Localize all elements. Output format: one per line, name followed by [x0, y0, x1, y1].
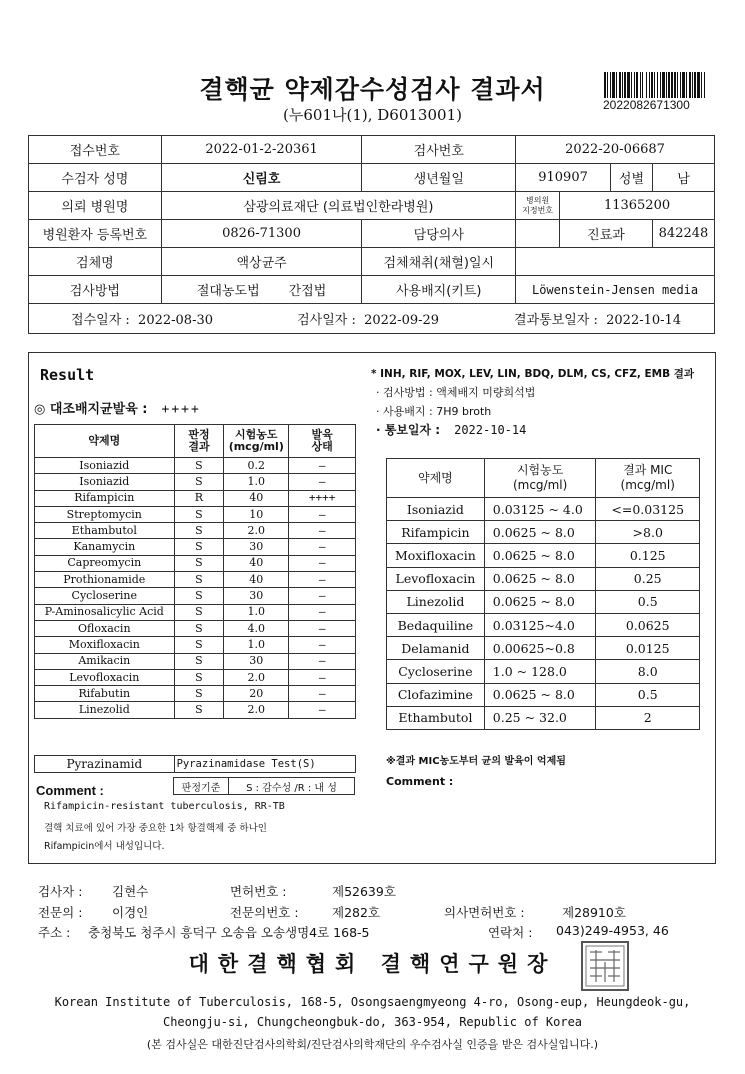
criteria-box	[173, 777, 355, 795]
table-row	[387, 637, 700, 660]
table-row	[387, 544, 700, 567]
table-row	[387, 567, 700, 590]
specialist-no-label: 전문의번호 :	[230, 905, 299, 920]
result-cell: S	[174, 653, 224, 669]
result-cell: R	[174, 490, 224, 506]
document-subtitle: (누601나(1), D6013001)	[283, 106, 462, 124]
doctor-label: 담당의사	[362, 220, 516, 248]
mic-drug-cell: Linezolid	[387, 590, 485, 613]
growth-cell: –	[289, 523, 356, 539]
criteria-value: S : 감수성 /R : 내 성	[229, 778, 355, 795]
growth-cell: –	[289, 539, 356, 555]
result-title: Result	[40, 366, 95, 384]
drug-name-cell: Linezolid	[35, 702, 175, 718]
tester-label: 검사자 :	[38, 884, 83, 899]
conc-cell: 2.0	[224, 702, 289, 718]
mic-method-line: · 검사방법 : 액체배지 미량희석법	[376, 386, 536, 399]
drug-name-cell: Kanamycin	[35, 539, 175, 555]
receipt-date: 접수일자 : 2022-08-30	[71, 313, 213, 328]
conc-cell: 10	[224, 506, 289, 522]
col-conc: 시험농도 (mcg/ml)	[224, 425, 289, 458]
result-cell: S	[174, 523, 224, 539]
table-row	[387, 683, 700, 706]
growth-cell: ++++	[289, 490, 356, 506]
mic-col-conc: 시험농도 (mcg/ml)	[484, 459, 596, 498]
mic-drug-cell: Levofloxacin	[387, 567, 485, 590]
drug-name-cell: Ethambutol	[35, 523, 175, 539]
mic-result-cell: 0.5	[596, 683, 700, 706]
conc-cell: 0.2	[224, 458, 289, 474]
mic-medium-line: · 사용배지 : 7H9 broth	[376, 405, 492, 418]
mic-conc-cell: 0.25 ~ 32.0	[484, 706, 596, 729]
conc-cell: 30	[224, 653, 289, 669]
result-cell: S	[174, 588, 224, 604]
control-growth: ◎ 대조배지균발육 : ++++	[34, 402, 201, 417]
dept-value: 842248	[652, 220, 714, 248]
hospital-value: 삼광의료재단 (의료법인한라병원)	[161, 192, 515, 220]
conc-cell: 1.0	[224, 604, 289, 620]
drug-name-cell: Rifabutin	[35, 686, 175, 702]
mic-drug-cell: Delamanid	[387, 637, 485, 660]
table-row	[387, 660, 700, 683]
conc-cell: 2.0	[224, 669, 289, 685]
conc-cell: 4.0	[224, 620, 289, 636]
table-row	[35, 539, 356, 555]
medium-value: Löwenstein-Jensen media	[516, 276, 715, 304]
growth-cell: –	[289, 686, 356, 702]
mic-result-cell: 0.125	[596, 544, 700, 567]
patient-info-table	[28, 135, 715, 334]
contact-label: 연락처 :	[488, 925, 533, 940]
certification-note: (본 검사실은 대한진단검사의학회/진단검사의학재단의 우수검사실 인증을 받은 검사실입니다.)	[146, 1038, 599, 1051]
result-cell: S	[174, 604, 224, 620]
table-row	[35, 620, 356, 636]
growth-cell: –	[289, 588, 356, 604]
collect-date-label: 검체채취(채혈)일시	[362, 248, 516, 276]
growth-cell: –	[289, 474, 356, 490]
test-date: 검사일자 : 2022-09-29	[297, 313, 440, 328]
drug-name-cell: Moxifloxacin	[35, 637, 175, 653]
sex-label: 성별	[611, 164, 653, 192]
mic-drug-cell: Clofazimine	[387, 683, 485, 706]
address-label: 주소 :	[38, 925, 71, 940]
mic-result-cell: 2	[596, 706, 700, 729]
mic-conc-cell: 1.0 ~ 128.0	[484, 660, 596, 683]
drug-name-cell: P-Aminosalicylic Acid	[35, 604, 175, 620]
mic-notify-date: · 통보일자 : 2022-10-14	[376, 423, 527, 437]
result-cell: S	[174, 474, 224, 490]
solid-dst-table	[34, 424, 356, 719]
drug-name-cell: Capreomycin	[35, 555, 175, 571]
receipt-no-label: 접수번호	[29, 136, 162, 164]
criteria-label: 판정기준	[174, 778, 229, 795]
mic-conc-cell: 0.00625~0.8	[484, 637, 596, 660]
table-row	[35, 474, 356, 490]
mic-conc-cell: 0.0625 ~ 8.0	[484, 590, 596, 613]
organization-name: 대한결핵협회 결핵연구원장	[188, 952, 557, 976]
drug-name-cell: Prothionamide	[35, 572, 175, 588]
mic-drug-cell: Rifampicin	[387, 521, 485, 544]
col-drug: 약제명	[35, 425, 175, 458]
conc-cell: 1.0	[224, 474, 289, 490]
conc-cell: 40	[224, 572, 289, 588]
table-row	[35, 506, 356, 522]
result-cell: S	[174, 702, 224, 718]
col-growth: 발육 상태	[289, 425, 356, 458]
conc-cell: 40	[224, 555, 289, 571]
table-row	[387, 521, 700, 544]
doctor-license-value: 제28910호	[562, 905, 626, 920]
medium-label: 사용배지(키트)	[362, 276, 516, 304]
method-label: 검사방법	[29, 276, 162, 304]
table-row	[387, 590, 700, 613]
sex-value: 남	[652, 164, 714, 192]
mic-conc-cell: 0.0625 ~ 8.0	[484, 521, 596, 544]
tester-name: 김현수	[112, 884, 149, 899]
conc-cell: 20	[224, 686, 289, 702]
drug-name-cell: Amikacin	[35, 653, 175, 669]
notify-date: 결과통보일자 : 2022-10-14	[514, 313, 682, 328]
mic-note: ※결과 MIC농도부터 균의 발육이 억제됨	[386, 756, 566, 767]
mic-result-cell: 8.0	[596, 660, 700, 683]
table-row	[35, 702, 356, 718]
table-row	[35, 653, 356, 669]
mic-conc-cell: 0.03125~4.0	[484, 613, 596, 636]
growth-cell: –	[289, 702, 356, 718]
dept-label: 진료과	[560, 220, 653, 248]
mic-drug-cell: Bedaquiline	[387, 613, 485, 636]
table-row	[387, 613, 700, 636]
col-result: 판정 결과	[174, 425, 224, 458]
mic-result-cell: >8.0	[596, 521, 700, 544]
address-english-line-1: Korean Institute of Tuberculosis, 168-5, Osongsaengmyeong 4-ro, Osong-eup, Heungdeok-gu,	[54, 995, 691, 1009]
table-row	[35, 555, 356, 571]
growth-cell: –	[289, 604, 356, 620]
name-value: 신림호	[161, 164, 362, 192]
table-row	[35, 637, 356, 653]
comment-line-3: Rifampicin에서 내성입니다.	[44, 841, 165, 852]
collect-date-value	[516, 248, 715, 276]
birth-value: 910907	[516, 164, 611, 192]
doctor-license-label: 의사면허번호 :	[444, 905, 525, 920]
result-cell: S	[174, 669, 224, 685]
mic-table	[386, 458, 700, 730]
table-row	[35, 572, 356, 588]
official-seal-icon	[580, 940, 630, 992]
drug-name-cell: Ofloxacin	[35, 620, 175, 636]
mic-result-cell: 0.0125	[596, 637, 700, 660]
mic-result-cell: 0.0625	[596, 613, 700, 636]
mic-col-drug: 약제명	[387, 459, 485, 498]
contact-value: 043)249-4953, 46	[556, 923, 669, 938]
conc-cell: 30	[224, 539, 289, 555]
conc-cell: 30	[224, 588, 289, 604]
table-row	[35, 523, 356, 539]
result-cell: S	[174, 458, 224, 474]
result-cell: S	[174, 506, 224, 522]
receipt-no-value: 2022-01-2-20361	[161, 136, 362, 164]
specialist-name: 이경인	[112, 905, 149, 920]
mic-conc-cell: 0.03125 ~ 4.0	[484, 498, 596, 521]
patient-reg-value: 0826-71300	[161, 220, 362, 248]
specialist-label: 전문의 :	[38, 905, 83, 920]
specialist-no-value: 제282호	[332, 905, 381, 920]
test-no-label: 검사번호	[362, 136, 516, 164]
mic-drug-cell: Moxifloxacin	[387, 544, 485, 567]
drug-name-cell: Rifampicin	[35, 490, 175, 506]
result-cell: S	[174, 572, 224, 588]
mic-drug-cell: Ethambutol	[387, 706, 485, 729]
hospital-code-value: 11365200	[560, 192, 715, 220]
birth-label: 생년월일	[362, 164, 516, 192]
growth-cell: –	[289, 555, 356, 571]
pyrazinamid-label: Pyrazinamid	[35, 756, 175, 773]
hospital-code-label: 병의원 지정번호	[516, 192, 560, 220]
comment-label-left: Comment :	[36, 783, 104, 798]
growth-cell: –	[289, 620, 356, 636]
address-english-line-2: Cheongju-si, Chungcheongbuk-do, 363-954, Republic of Korea	[162, 1015, 583, 1029]
growth-cell: –	[289, 506, 356, 522]
mic-col-result: 결과 MIC (mcg/ml)	[596, 459, 700, 498]
license-label: 면허번호 :	[230, 884, 287, 899]
growth-cell: –	[289, 637, 356, 653]
address-value: 충청북도 청주시 흥덕구 오송읍 오송생명4로 168-5	[88, 925, 370, 940]
drug-name-cell: Cycloserine	[35, 588, 175, 604]
barcode-icon	[604, 72, 706, 98]
mic-drug-cell: Isoniazid	[387, 498, 485, 521]
mic-conc-cell: 0.0625 ~ 8.0	[484, 683, 596, 706]
conc-cell: 2.0	[224, 523, 289, 539]
mic-drug-cell: Cycloserine	[387, 660, 485, 683]
name-label: 수검자 성명	[29, 164, 162, 192]
mic-result-cell: 0.5	[596, 590, 700, 613]
table-row	[35, 490, 356, 506]
mic-conc-cell: 0.0625 ~ 8.0	[484, 567, 596, 590]
result-cell: S	[174, 555, 224, 571]
license-value: 제52639호	[332, 884, 396, 899]
growth-cell: –	[289, 458, 356, 474]
comment-label-right: Comment :	[386, 775, 454, 788]
comment-line-1: Rifampicin-resistant tuberculosis, RR-TB	[44, 801, 285, 812]
test-no-value: 2022-20-06687	[516, 136, 715, 164]
result-cell: S	[174, 686, 224, 702]
result-cell: S	[174, 539, 224, 555]
specimen-value: 액상균주	[161, 248, 362, 276]
hospital-label: 의뢰 병원명	[29, 192, 162, 220]
growth-cell: –	[289, 653, 356, 669]
table-row	[387, 706, 700, 729]
table-row	[35, 588, 356, 604]
table-row	[35, 604, 356, 620]
mic-result-cell: 0.25	[596, 567, 700, 590]
result-cell: S	[174, 620, 224, 636]
document-title: 결핵균 약제감수성검사 결과서	[199, 75, 546, 104]
specimen-label: 검체명	[29, 248, 162, 276]
drug-name-cell: Levofloxacin	[35, 669, 175, 685]
conc-cell: 1.0	[224, 637, 289, 653]
table-row	[35, 458, 356, 474]
drug-name-cell: Streptomycin	[35, 506, 175, 522]
conc-cell: 40	[224, 490, 289, 506]
mic-result-cell: <=0.03125	[596, 498, 700, 521]
pyrazinamid-value: Pyrazinamidase Test(S)	[174, 756, 355, 773]
mic-conc-cell: 0.0625 ~ 8.0	[484, 544, 596, 567]
doctor-value	[516, 220, 560, 248]
mic-header-line: * INH, RIF, MOX, LEV, LIN, BDQ, DLM, CS, CFZ, EMB 결과	[371, 368, 695, 380]
comment-line-2: 결핵 치료에 있어 가장 중요한 1차 항결핵제 중 하나인	[44, 823, 267, 834]
table-row	[387, 498, 700, 521]
pyrazinamid-row	[34, 755, 356, 773]
table-row	[35, 686, 356, 702]
method-value: 절대농도법 간접법	[161, 276, 362, 304]
drug-name-cell: Isoniazid	[35, 474, 175, 490]
result-cell: S	[174, 637, 224, 653]
patient-reg-label: 병원환자 등록번호	[29, 220, 162, 248]
growth-cell: –	[289, 669, 356, 685]
drug-name-cell: Isoniazid	[35, 458, 175, 474]
table-row	[35, 669, 356, 685]
barcode-number: 2022082671300	[603, 98, 690, 112]
growth-cell: –	[289, 572, 356, 588]
